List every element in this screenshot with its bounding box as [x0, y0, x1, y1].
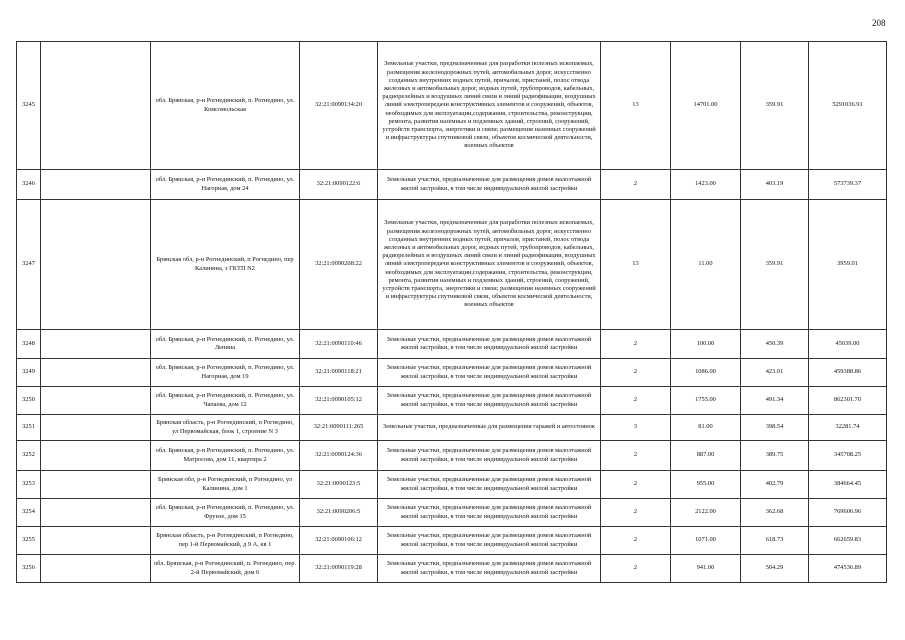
empty-cell — [41, 42, 151, 170]
address-cell: обл. Брянская, р-н Рогнединский, п. Рогнедино, ул. Комсомольская — [151, 42, 300, 170]
use-code-cell: 2 — [601, 387, 671, 415]
row-number: 3247 — [17, 200, 41, 330]
row-number: 3252 — [17, 441, 41, 471]
row-number: 3255 — [17, 527, 41, 555]
row-number: 3248 — [17, 330, 41, 359]
empty-cell — [41, 359, 151, 387]
land-use-cell: Земельные участки, предназначенные для размещения домов малоэтажной жилой застройки, в том числе индивидуальной жилой застройки — [378, 499, 601, 527]
rate-cell: 450.39 — [741, 330, 809, 359]
area-cell: 81.00 — [671, 415, 741, 441]
address-cell: Брянская обл, р-н Рогнединский, п Рогнедино, пер Калинина, з ГКТП N2 — [151, 200, 300, 330]
address-cell: обл. Брянская, р-н Рогнединский, п. Рогнедино, ул. Ленина — [151, 330, 300, 359]
cadastral-value-cell: 459388.86 — [809, 359, 887, 387]
use-code-cell: 13 — [601, 42, 671, 170]
area-cell: 14701.00 — [671, 42, 741, 170]
row-number: 3245 — [17, 42, 41, 170]
row-number: 3254 — [17, 499, 41, 527]
use-code-cell: 2 — [601, 170, 671, 200]
page-number: 208 — [872, 18, 886, 28]
table-row — [17, 200, 887, 330]
area-cell: 1423.00 — [671, 170, 741, 200]
cadastral-value-cell: 45039.00 — [809, 330, 887, 359]
use-code-cell: 2 — [601, 441, 671, 471]
rate-cell: 618.73 — [741, 527, 809, 555]
table-row — [17, 359, 887, 387]
table-row — [17, 42, 887, 170]
cadastral-value-cell: 32281.74 — [809, 415, 887, 441]
area-cell: 941.00 — [671, 555, 741, 583]
cadastral-value-cell: 662659.83 — [809, 527, 887, 555]
address-cell: обл. Брянская, р-н Рогнединский, п. Рогнедино, ул. Чапаева, дом 12 — [151, 387, 300, 415]
empty-cell — [41, 471, 151, 499]
cadastral-number-cell: 32:21:0090105:12 — [300, 387, 378, 415]
empty-cell — [41, 527, 151, 555]
cadastral-number-cell: 32:21:0090118:21 — [300, 359, 378, 387]
area-cell: 955.00 — [671, 471, 741, 499]
land-use-cell: Земельные участки, предназначенные для размещения гаражей и автостоянок — [378, 415, 601, 441]
land-use-cell: Земельные участки, предназначенные для размещения домов малоэтажной жилой застройки, в том числе индивидуальной жилой застройки — [378, 170, 601, 200]
cadastral-value-cell: 573739.37 — [809, 170, 887, 200]
rate-cell: 403.19 — [741, 170, 809, 200]
address-cell: обл. Брянская, р-н Рогнединский, п. Рогнедино, ул. Матросова, дом 11, квартира 2 — [151, 441, 300, 471]
cadastral-value-cell: 345708.25 — [809, 441, 887, 471]
rate-cell: 362.68 — [741, 499, 809, 527]
land-use-cell: Земельные участки, предназначенные для размещения домов малоэтажной жилой застройки, в том числе индивидуальной жилой застройки — [378, 527, 601, 555]
cadastral-value-cell: 5291036.91 — [809, 42, 887, 170]
land-use-cell: Земельные участки, предназначенные для разработки полезных ископаемых, размещения железнодорожных путей, автомобильных дорог, искусственно созданных внутренних водных путей, причалов, пристаней, полос отвода железных и автомобильных дорог, водных путей, трубопроводов, кабельных, радиорелейных и воздушных линий связи и линий радиофикации, воздушных линий электропередачи конструктивных элементов и сооружений, объектов, необходимых для эксплуатации,содержания, строительства, реконструкции, ремонта, развития наземных и подземных зданий, строений, сооружений, устройств транспорта, энергетики и связи; размещения наземных сооружений и инфраструктуры спутниковой связи, объектов космической деятельности, военных объектов — [378, 42, 601, 170]
empty-cell — [41, 555, 151, 583]
cadastral-number-cell: 32:21:0090134:20 — [300, 42, 378, 170]
empty-cell — [41, 200, 151, 330]
row-number: 3256 — [17, 555, 41, 583]
rate-cell: 491.34 — [741, 387, 809, 415]
use-code-cell: 3 — [601, 415, 671, 441]
table-row — [17, 471, 887, 499]
row-number: 3251 — [17, 415, 41, 441]
address-cell: обл. Брянская, р-н Рогнединский, п. Рогнедино, ул. Нагорная, дом 24 — [151, 170, 300, 200]
address-cell: обл. Брянская, р-н Рогнединский, п. Рогнедино, ул. Фрунзе, дом 15 — [151, 499, 300, 527]
area-cell: 1071.00 — [671, 527, 741, 555]
land-use-cell: Земельные участки, предназначенные для размещения домов малоэтажной жилой застройки, в том числе индивидуальной жилой застройки — [378, 359, 601, 387]
empty-cell — [41, 387, 151, 415]
use-code-cell: 2 — [601, 527, 671, 555]
cadastral-value-cell: 769606.96 — [809, 499, 887, 527]
land-use-cell: Земельные участки, предназначенные для размещения домов малоэтажной жилой застройки, в том числе индивидуальной жилой застройки — [378, 441, 601, 471]
land-use-cell: Земельные участки, предназначенные для размещения домов малоэтажной жилой застройки, в том числе индивидуальной жилой застройки — [378, 471, 601, 499]
area-cell: 100.00 — [671, 330, 741, 359]
cadastral-value-cell: 384664.45 — [809, 471, 887, 499]
rate-cell: 504.29 — [741, 555, 809, 583]
empty-cell — [41, 330, 151, 359]
cadastral-value-cell: 3959.01 — [809, 200, 887, 330]
rate-cell: 423.01 — [741, 359, 809, 387]
cadastral-number-cell: 32:21:0090110:46 — [300, 330, 378, 359]
use-code-cell: 13 — [601, 200, 671, 330]
cadastral-number-cell: 32:21:0090206:5 — [300, 499, 378, 527]
row-number: 3246 — [17, 170, 41, 200]
cadastral-number-cell: 32:21:0090123:5 — [300, 471, 378, 499]
address-cell: Брянская область, р-н Рогнединский, п Рогнедино, ул Первомайская, блок 1, строение N 3 — [151, 415, 300, 441]
land-use-cell: Земельные участки, предназначенные для размещения домов малоэтажной жилой застройки, в том числе индивидуальной жилой застройки — [378, 387, 601, 415]
area-cell: 1086.00 — [671, 359, 741, 387]
address-cell: обл. Брянская, р-н Рогнединский, п. Рогнедино, ул. Нагорная, дом 19 — [151, 359, 300, 387]
table-row — [17, 499, 887, 527]
table-row — [17, 555, 887, 583]
land-use-cell: Земельные участки, предназначенные для размещения домов малоэтажной жилой застройки, в том числе индивидуальной жилой застройки — [378, 555, 601, 583]
table-row — [17, 330, 887, 359]
address-cell: Брянская область, р-н Рогнединский, п Рогнедино, пер 1-й Первомайский, д 9 А, кв 1 — [151, 527, 300, 555]
use-code-cell: 2 — [601, 555, 671, 583]
area-cell: 1755.00 — [671, 387, 741, 415]
rate-cell: 359.91 — [741, 200, 809, 330]
cadastral-number-cell: 32:21:0090106:12 — [300, 527, 378, 555]
row-number: 3249 — [17, 359, 41, 387]
use-code-cell: 2 — [601, 359, 671, 387]
cadastral-value-cell: 862301.70 — [809, 387, 887, 415]
row-number: 3253 — [17, 471, 41, 499]
cadastral-number-cell: 32:21:0090119:28 — [300, 555, 378, 583]
address-cell: обл. Брянская, р-н Рогнединский, п. Рогнедино, пер. 2-й Первомайский, дом 6 — [151, 555, 300, 583]
area-cell: 2122.00 — [671, 499, 741, 527]
empty-cell — [41, 499, 151, 527]
table-row — [17, 387, 887, 415]
cadastral-value-table — [16, 41, 887, 583]
row-number: 3250 — [17, 387, 41, 415]
table-row — [17, 415, 887, 441]
land-use-cell: Земельные участки, предназначенные для разработки полезных ископаемых, размещения железнодорожных путей, автомобильных дорог, искусственно созданных внутренних водных путей, причалов, пристаней, полос отвода железных и автомобильных дорог, водных путей, трубопроводов, кабельных, радиорелейных и воздушных линий связи и линий радиофикации, воздушных линий электропередачи конструктивных элементов и сооружений, объектов, необходимых для эксплуатации,содержания, строительства, реконструкции, ремонта, развития наземных и подземных зданий, строений, сооружений, устройств транспорта, энергетики и связи; размещения наземных сооружений и инфраструктуры спутниковой связи, объектов космической деятельности, военных объектов — [378, 200, 601, 330]
rate-cell: 402.79 — [741, 471, 809, 499]
rate-cell: 398.54 — [741, 415, 809, 441]
use-code-cell: 2 — [601, 330, 671, 359]
table-row — [17, 527, 887, 555]
empty-cell — [41, 441, 151, 471]
use-code-cell: 2 — [601, 471, 671, 499]
empty-cell — [41, 415, 151, 441]
land-use-cell: Земельные участки, предназначенные для размещения домов малоэтажной жилой застройки, в том числе индивидуальной жилой застройки — [378, 330, 601, 359]
cadastral-number-cell: 32:21:0090124:36 — [300, 441, 378, 471]
cadastral-number-cell: 32:21:0090122:6 — [300, 170, 378, 200]
area-cell: 11.00 — [671, 200, 741, 330]
area-cell: 887.00 — [671, 441, 741, 471]
rate-cell: 389.75 — [741, 441, 809, 471]
cadastral-number-cell: 32:21:0090208:22 — [300, 200, 378, 330]
table-row — [17, 170, 887, 200]
address-cell: Брянская обл, р-н Рогнединский, п Рогнедино, ул Калинина, дом 1 — [151, 471, 300, 499]
table-row — [17, 441, 887, 471]
cadastral-number-cell: 32:21:0090111:265 — [300, 415, 378, 441]
empty-cell — [41, 170, 151, 200]
cadastral-value-cell: 474536.89 — [809, 555, 887, 583]
rate-cell: 359.91 — [741, 42, 809, 170]
use-code-cell: 2 — [601, 499, 671, 527]
